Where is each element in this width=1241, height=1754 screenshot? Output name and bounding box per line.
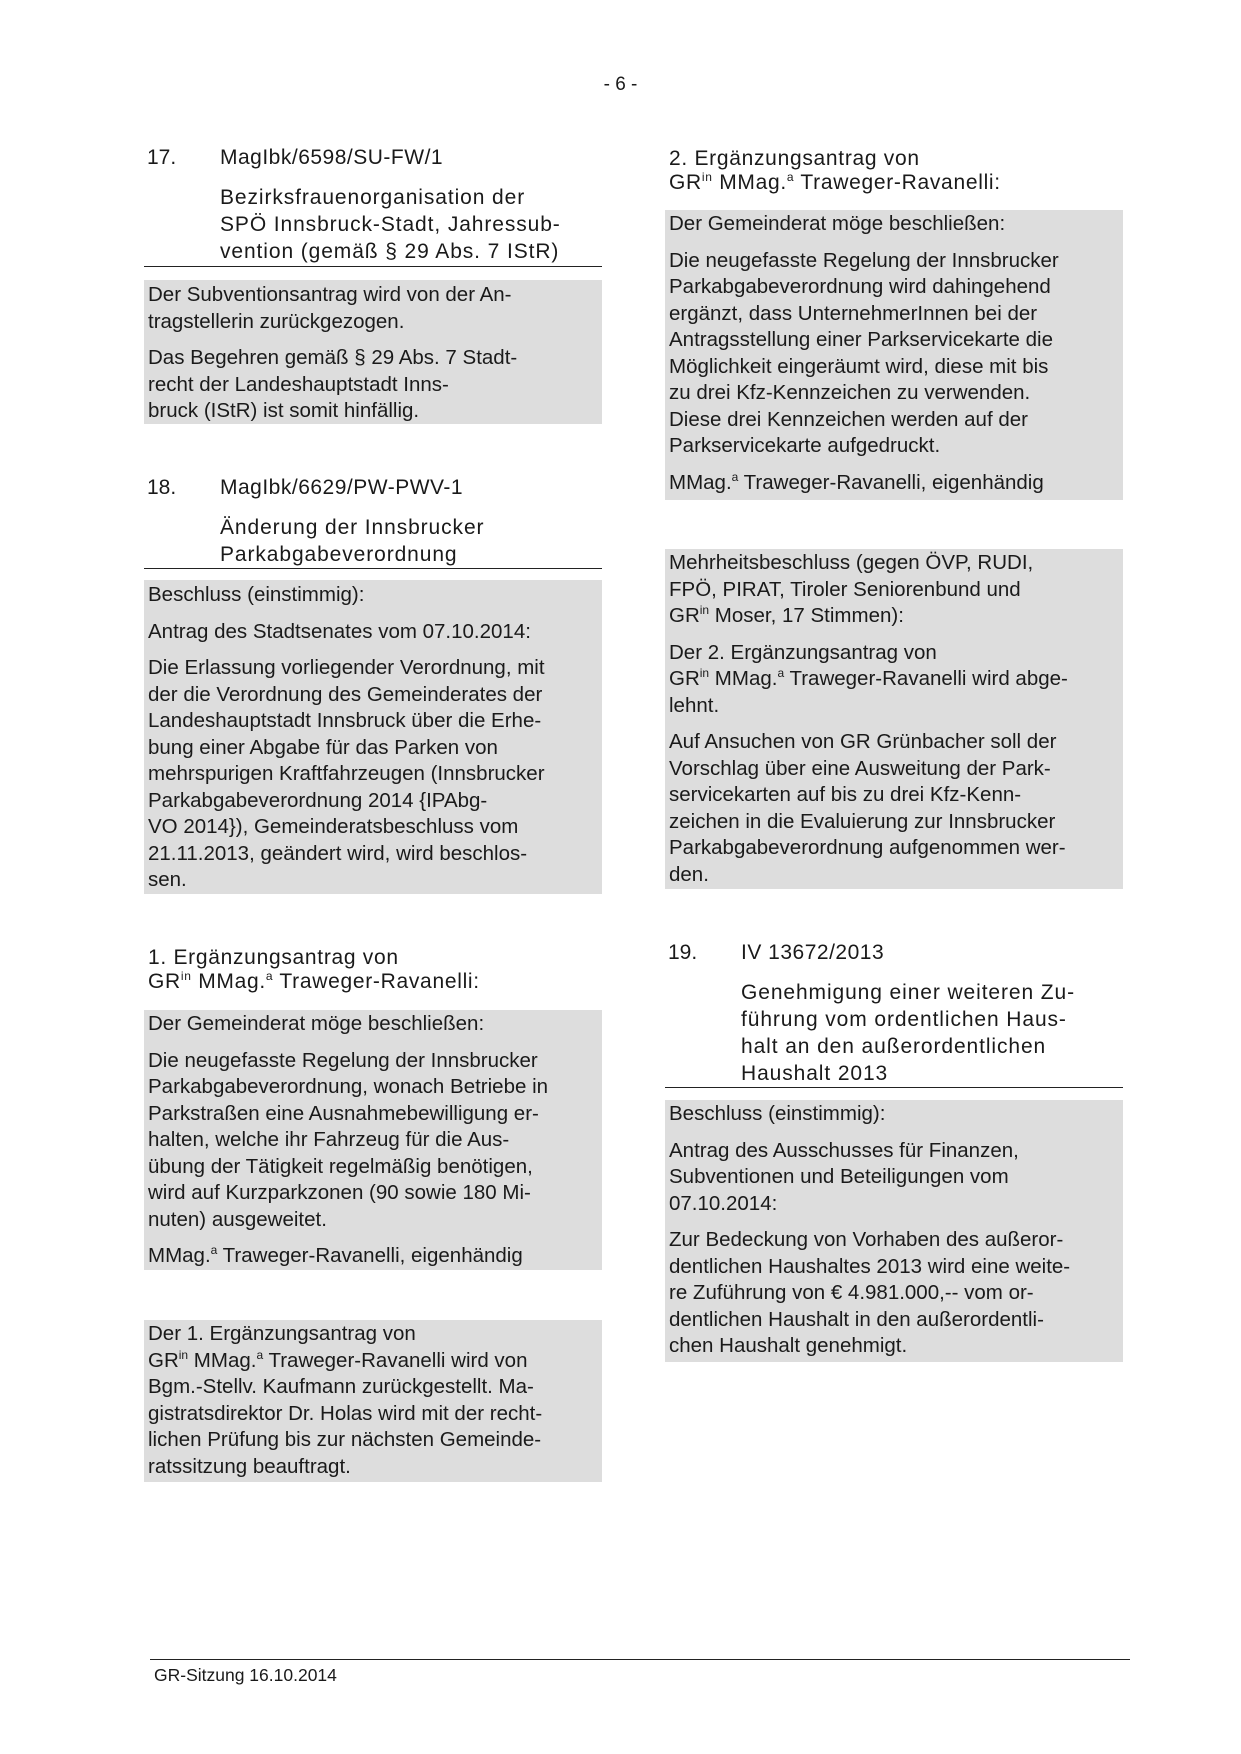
item-number: 19. <box>668 941 698 964</box>
supplement-1-motion <box>144 1010 602 1270</box>
item-divider <box>144 266 602 267</box>
footer-divider <box>150 1659 1130 1660</box>
result-text: Mehrheitsbeschluss (gegen ÖVP, RUDI, FPÖ, PIRAT, Tiroler Seniorenbund und $GR^{in}$ Moser, 17 Stimmen): <box>669 551 1034 627</box>
item-code: MagIbk/6629/PW-PWV-1 <box>220 476 464 499</box>
item-title <box>220 184 561 265</box>
item-number: 18. <box>147 476 177 499</box>
item-title <box>220 514 484 568</box>
item-divider <box>144 568 602 569</box>
title-line: vention (gemäß § 29 Abs. 7 IStR) <box>220 240 560 263</box>
item-19-header <box>665 941 1123 1085</box>
decision-text: Zur Bedeckung von Vorhaben des außeror- dentlichen Haushaltes 2013 wird eine weite- re Zuführung von € 4.981.000,-- vom or- dentlichen Haushalt in den außerordentli- chen Haushalt genehmigt. <box>669 1228 1071 1357</box>
antrag-label: Antrag des Stadtsenates vom 07.10.2014: <box>148 619 531 643</box>
item-code: MagIbk/6598/SU-FW/1 <box>220 146 444 169</box>
result-text: Der 2. Ergänzungsantrag von $GR^{in}$ MMag.$^a$ Traweger-Ravanelli wird abge- lehnt. <box>669 640 1068 717</box>
heading-line: 1. Ergänzungsantrag von <box>148 946 399 969</box>
motion-signature: MMag.$^a$ Traweger-Ravanelli, eigenhändig <box>148 1243 523 1267</box>
supplement-2-motion <box>665 210 1123 500</box>
item-code: IV 13672/2013 <box>741 941 885 964</box>
motion-intro: Der Gemeinderat möge beschließen: <box>669 212 1006 235</box>
result-text: Der 1. Ergänzungsantrag von $GR^{in}$ MMag.$^a$ Traweger-Ravanelli wird von Bgm.-Stellv. Kaufmann zurückgestellt. Ma- gistratsdirektor Dr. Holas wird mit der recht- lichen Prüfung bis zur nächsten Gemeinde- ratssitzung beauftragt. <box>148 1322 543 1478</box>
result-text: Auf Ansuchen von GR Grünbacher soll der Vorschlag über eine Ausweitung der Park- servicekarten auf bis zu drei Kfz-Kenn- zeichen in die Evaluierung zur Innsbrucker Parkabgabeverordnung aufgenommen wer- den. <box>669 730 1066 886</box>
motion-text: Die neugefasste Regelung der Innsbrucker Parkabgabeverordnung wird dahingehend ergänzt, dass UnternehmerInnen bei der Antragsstellung einer Parkservicekarte die Möglichkeit eingeräumt wird, diese mit bis zu drei Kfz-Kennzeichen zu verwenden. Diese drei Kennzeichen werden auf der Parkservicekarte aufgedruckt. <box>669 248 1059 457</box>
supplement-1-result <box>144 1320 602 1482</box>
beschluss-label: Beschluss (einstimmig): <box>669 1102 886 1125</box>
title-line: Bezirksfrauenorganisation der <box>220 186 526 209</box>
supplement-2-heading <box>669 147 1001 195</box>
title-line: Parkabgabeverordnung <box>220 543 458 566</box>
decision-text: Das Begehren gemäß § 29 Abs. 7 Stadt- recht der Landeshauptstadt Inns- bruck (IStR) ist somit hinfällig. <box>148 346 518 422</box>
title-line: Genehmigung einer weiteren Zu- <box>741 981 1076 1004</box>
supplement-1-heading <box>148 946 480 994</box>
supplement-2-result <box>665 549 1123 889</box>
title-line: Änderung der Innsbrucker <box>220 516 485 539</box>
page-number: - 6 - <box>603 74 638 95</box>
heading-line: 2. Ergänzungsantrag von <box>669 147 920 170</box>
beschluss-label: Beschluss (einstimmig): <box>148 583 365 606</box>
heading-line: $GR^{in}$ MMag.$^a$ Traweger-Ravanelli: <box>669 170 1001 194</box>
item-18-decision <box>144 580 602 894</box>
title-line: Haushalt 2013 <box>741 1062 889 1085</box>
title-line: halt an den außerordentlichen <box>741 1035 1047 1058</box>
title-line: SPÖ Innsbruck-Stadt, Jahressub- <box>220 213 561 236</box>
item-number: 17. <box>147 146 177 169</box>
antrag-label: Antrag des Ausschusses für Finanzen, Subventionen und Beteiligungen vom 07.10.2014: <box>669 1138 1019 1215</box>
item-divider <box>665 1087 1123 1088</box>
item-19-decision <box>665 1100 1123 1362</box>
motion-signature: MMag.$^a$ Traweger-Ravanelli, eigenhändig <box>669 469 1044 494</box>
item-title <box>741 979 1075 1087</box>
heading-line: $GR^{in}$ MMag.$^a$ Traweger-Ravanelli: <box>148 969 480 993</box>
title-line: führung vom ordentlichen Haus- <box>741 1008 1067 1031</box>
decision-text: Die Erlassung vorliegender Verordnung, mit der die Verordnung des Gemeinderates der Landeshauptstadt Innsbruck über die Erhe- bung einer Abgabe für das Parken von mehrspurigen Kraftfahrzeugen (Innsbrucker Parkabgabeverordnung 2014 {IPAbg- VO 2014}), Gemeinderatsbeschluss vom 21.11.2013, geändert wird, wird beschlos- sen. <box>148 656 545 891</box>
motion-intro: Der Gemeinderat möge beschließen: <box>148 1012 485 1035</box>
motion-text: Die neugefasste Regelung der Innsbrucker Parkabgabeverordnung, wonach Betriebe in Parkstraßen eine Ausnahmebewilligung er- halten, welche ihr Fahrzeug für die Aus- übung der Tätigkeit regelmäßig benötigen, wird auf Kurzparkzonen (90 sowie 180 Mi- nuten) ausgeweitet. <box>148 1048 549 1231</box>
item-17-decision <box>144 280 602 424</box>
item-18-header <box>144 476 602 568</box>
item-17-header <box>144 146 602 266</box>
decision-text: Der Subventionsantrag wird von der An- tragstellerin zurückgezogen. <box>148 283 512 333</box>
footer-text: GR-Sitzung 16.10.2014 <box>154 1665 337 1685</box>
